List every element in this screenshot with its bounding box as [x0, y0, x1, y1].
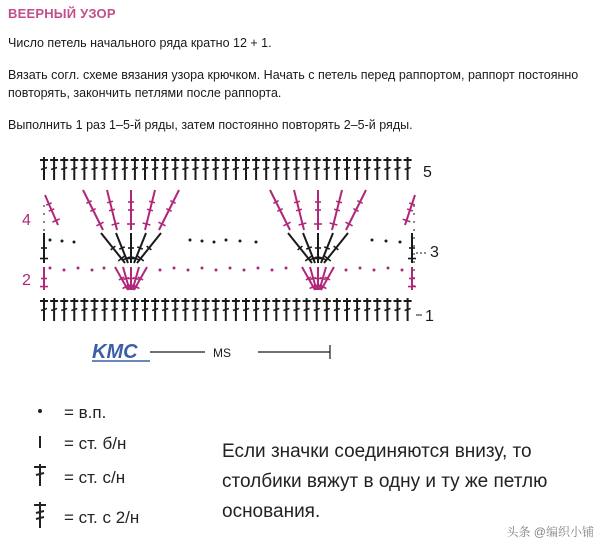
- row5-double-crochet: [40, 157, 48, 180]
- chain-stitch: [213, 241, 216, 244]
- row-label-4: 4: [22, 212, 31, 229]
- row1-double-crochet: [394, 298, 402, 321]
- row5-double-crochet: [161, 157, 169, 180]
- chain-stitch-dot-icon: [28, 400, 52, 425]
- row3-edge-stitch: [408, 233, 416, 263]
- row4-fan-stitch: [345, 190, 366, 230]
- row5-double-crochet: [303, 157, 311, 180]
- crochet-chart: [0, 145, 600, 370]
- row1-double-crochet: [181, 298, 189, 321]
- chain-stitch: [73, 241, 76, 244]
- chain-stitch: [239, 240, 242, 243]
- chain-stitch: [225, 239, 228, 242]
- row1-double-crochet: [282, 298, 290, 321]
- row1-double-crochet: [171, 298, 179, 321]
- single-crochet-icon: [28, 431, 52, 456]
- row-4-stitches: [45, 190, 415, 230]
- row5-double-crochet: [131, 157, 139, 180]
- chain-stitch: [371, 239, 374, 242]
- row-2-stitches: [40, 267, 416, 291]
- row5-double-crochet: [151, 157, 159, 180]
- kmc-logo: [92, 341, 150, 363]
- chain-stitch: [201, 240, 204, 243]
- row5-double-crochet: [91, 157, 99, 180]
- row5-double-crochet: [60, 157, 68, 180]
- row5-double-crochet: [242, 157, 250, 180]
- row5-double-crochet: [373, 157, 381, 180]
- row-label-1: 1: [425, 308, 434, 325]
- row4-edge-stitch: [45, 195, 60, 225]
- row1-double-crochet: [70, 298, 78, 321]
- treble-crochet-icon: [28, 500, 52, 535]
- row1-double-crochet: [343, 298, 351, 321]
- row5-double-crochet: [232, 157, 240, 180]
- row5-double-crochet: [141, 157, 149, 180]
- row3-fan-stitch: [319, 233, 333, 263]
- chain-stitch: [189, 239, 192, 242]
- row5-double-crochet: [333, 157, 341, 180]
- row4-fan-stitch: [143, 190, 155, 230]
- row5-double-crochet: [80, 157, 88, 180]
- row4-fan-stitch: [314, 190, 322, 230]
- row1-double-crochet: [151, 298, 159, 321]
- note-text: Если значки соединяются внизу, то столбики вяжут в одну и ту же петлю основания.: [222, 441, 548, 522]
- row1-double-crochet: [323, 298, 331, 321]
- row4-fan-stitch: [83, 190, 104, 230]
- page-title: ВЕЕРНЫЙ УЗОР: [8, 6, 116, 21]
- row5-double-crochet: [363, 157, 371, 180]
- chain-stitch: [345, 269, 348, 272]
- row5-double-crochet: [323, 157, 331, 180]
- row4-edge-stitch: [403, 195, 415, 225]
- row1-double-crochet: [212, 298, 220, 321]
- row5-double-crochet: [272, 157, 280, 180]
- chain-stitch: [159, 269, 162, 272]
- row1-double-crochet: [161, 298, 169, 321]
- chain-stitch: [173, 267, 176, 270]
- row1-double-crochet: [272, 298, 280, 321]
- watermark: 头条 @编织小铺: [506, 525, 594, 539]
- row1-double-crochet: [60, 298, 68, 321]
- legend-treble-crochet: = ст. с 2/н: [28, 500, 139, 535]
- row2-edge-stitch: [40, 267, 48, 290]
- row5-double-crochet: [111, 157, 119, 180]
- row4-fan-stitch: [270, 190, 291, 230]
- row1-double-crochet: [121, 298, 129, 321]
- row5-double-crochet: [70, 157, 78, 180]
- row5-double-crochet: [202, 157, 210, 180]
- row1-double-crochet: [50, 298, 58, 321]
- repeat-indicator: [150, 345, 330, 360]
- row5-double-crochet: [101, 157, 109, 180]
- row4-fan-stitch: [330, 190, 342, 230]
- chain-stitch: [385, 240, 388, 243]
- row1-double-crochet: [192, 298, 200, 321]
- chain-stitch: [77, 267, 80, 270]
- chain-stitch: [49, 267, 52, 270]
- legend-double-crochet: = ст. с/н: [28, 462, 125, 493]
- chain-stitch: [215, 269, 218, 272]
- row1-double-crochet: [40, 298, 48, 321]
- row5-double-crochet: [404, 157, 412, 180]
- row5-double-crochet: [394, 157, 402, 180]
- row1-double-crochet: [111, 298, 119, 321]
- row5-double-crochet: [353, 157, 361, 180]
- row1-double-crochet: [353, 298, 361, 321]
- row1-double-crochet: [141, 298, 149, 321]
- row5-double-crochet: [50, 157, 58, 180]
- row4-fan-stitch: [294, 190, 306, 230]
- row1-double-crochet: [232, 298, 240, 321]
- row5-double-crochet: [212, 157, 220, 180]
- row5-double-crochet: [343, 157, 351, 180]
- chain-stitch: [255, 241, 258, 244]
- chain-stitch: [187, 269, 190, 272]
- row5-double-crochet: [252, 157, 260, 180]
- chain-stitch: [91, 269, 94, 272]
- row1-double-crochet: [101, 298, 109, 321]
- row1-double-crochet: [373, 298, 381, 321]
- chain-stitch: [61, 240, 64, 243]
- row-1-stitches: [40, 298, 412, 321]
- row1-double-crochet: [262, 298, 270, 321]
- instruction-multiple: Число петель начального ряда кратно 12 + 1.: [8, 36, 272, 50]
- chain-stitch: [373, 269, 376, 272]
- double-crochet-icon: [28, 462, 52, 493]
- legend-chain: = в.п.: [28, 400, 106, 425]
- row-label-5: 5: [423, 164, 432, 181]
- row-label-3: 3: [430, 244, 439, 261]
- logo-text: KMC: [92, 341, 138, 363]
- row1-double-crochet: [242, 298, 250, 321]
- row1-double-crochet: [313, 298, 321, 321]
- row5-double-crochet: [282, 157, 290, 180]
- row1-double-crochet: [363, 298, 371, 321]
- row1-double-crochet: [303, 298, 311, 321]
- row1-double-crochet: [293, 298, 301, 321]
- row5-double-crochet: [313, 157, 321, 180]
- row5-double-crochet: [383, 157, 391, 180]
- chain-stitch: [271, 269, 274, 272]
- chain-stitch: [285, 267, 288, 270]
- row4-fan-stitch: [127, 190, 135, 230]
- row1-double-crochet: [383, 298, 391, 321]
- row5-double-crochet: [222, 157, 230, 180]
- row1-double-crochet: [252, 298, 260, 321]
- legend-single-crochet: = ст. б/н: [28, 431, 126, 456]
- instruction-rows: Выполнить 1 раз 1–5-й ряды, затем постоянно повторять 2–5-й ряды.: [8, 118, 413, 132]
- row1-double-crochet: [80, 298, 88, 321]
- row5-double-crochet: [192, 157, 200, 180]
- row-label-2: 2: [22, 272, 31, 289]
- chain-stitch: [387, 267, 390, 270]
- chain-stitch: [201, 267, 204, 270]
- chain-stitch: [257, 267, 260, 270]
- row4-fan-stitch: [158, 190, 179, 230]
- row5-double-crochet: [181, 157, 189, 180]
- chain-stitch: [63, 269, 66, 272]
- row1-double-crochet: [131, 298, 139, 321]
- row1-double-crochet: [222, 298, 230, 321]
- row2-edge-stitch: [408, 267, 416, 290]
- chain-stitch: [359, 267, 362, 270]
- instruction-method: Вязать согл. схеме вязания узора крючком. Начать с петель перед раппортом, раппорт постоянно повторять, закончить петлями после раппорта.: [8, 68, 579, 100]
- row5-double-crochet: [171, 157, 179, 180]
- row1-double-crochet: [202, 298, 210, 321]
- chain-stitch: [401, 269, 404, 272]
- chain-stitch: [243, 269, 246, 272]
- row1-double-crochet: [333, 298, 341, 321]
- row4-fan-stitch: [107, 190, 119, 230]
- row-5-stitches: [40, 157, 412, 180]
- row1-double-crochet: [91, 298, 99, 321]
- row5-double-crochet: [121, 157, 129, 180]
- row5-double-crochet: [262, 157, 270, 180]
- row1-double-crochet: [404, 298, 412, 321]
- chain-stitch: [103, 267, 106, 270]
- chain-stitch: [229, 267, 232, 270]
- row3-fan-stitch: [132, 233, 146, 263]
- chain-stitch: [399, 241, 402, 244]
- row5-double-crochet: [293, 157, 301, 180]
- chain-stitch: [49, 239, 52, 242]
- repeat-label: MS: [213, 346, 231, 360]
